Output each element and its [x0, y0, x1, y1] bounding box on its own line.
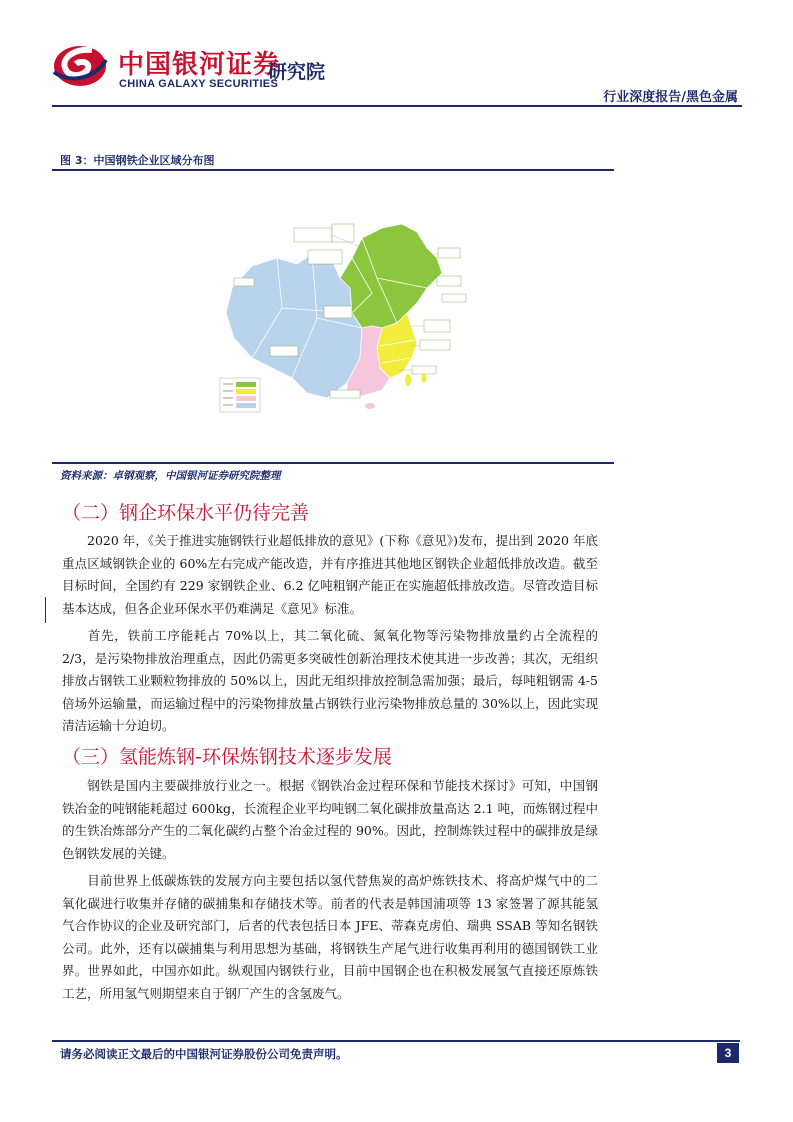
figure-top-rule [52, 169, 614, 171]
institute-label: 研究院 [268, 61, 326, 83]
section-title: （三）氢能炼钢-环保炼钢技术逐步发展 [62, 746, 392, 768]
figure-bottom-rule [52, 462, 614, 464]
paragraph: 目前世界上低碳炼铁的发展方向主要包括以氢代替焦炭的高炉炼铁技术、将高炉煤气中的二氧化碳进行收集并存储的碳捕集和存储技术等。前者的代表是韩国浦项等 13 家签署了源其能氢气合作协议的企业及研究部门，后者的代表包括日本 JFE、蒂森克虏伯、瑞典 SSAB 等知名钢铁公司。此外，还有以碳捕集与利用思想为基础，将钢铁生产尾气进行收集再利用的德国钢铁工业界。世界如此，中国亦如此。纵观国内钢铁行业，目前中国钢企也在积极发展氢气直接还原炼铁工艺，所用氢气则期望来自于钢厂产生的含氢废气。 [62, 873, 598, 1001]
paragraph: 钢铁是国内主要碳排放行业之一。根据《钢铁冶金过程环保和节能技术探讨》可知，中国钢铁冶金的吨钢能耗超过 600kg，长流程企业平均吨钢二氧化碳排放量高达 2.1 吨，而炼钢过程中的生铁冶炼部分产生的二氧化碳约占整个冶金过程的 90%。因此，控制炼铁过程中的碳排放是绿色钢铁发展的关键。 [62, 778, 598, 861]
figure-caption: 图 3：中国钢铁企业区域分布图 [60, 154, 215, 167]
footer-divider [52, 1040, 740, 1042]
footer-disclaimer: 请务必阅读正文最后的中国银河证券股份公司免责声明。 [60, 1047, 348, 1061]
brand-name-en: CHINA GALAXY SECURITIES [119, 78, 279, 90]
text-cursor [45, 597, 46, 623]
page-number: 3 [717, 1043, 739, 1063]
china-steel-region-map [212, 218, 477, 418]
brand-name-cn: 中国银河证券 [118, 50, 281, 80]
header-divider [52, 105, 742, 107]
paragraph: 首先，铁前工序能耗占 70%以上，其二氧化硫、氮氧化物等污染物排放量约占全流程的 2/3，是污染物排放治理重点，因此仍需更多突破性创新治理技术使其进一步改善；其次，无组织排放占钢铁工业颗粒物排放的 50%以上，因此无组织排放控制急需加强；最后，每吨粗钢需 4-5 倍场外运输量，而运输过程中的污染物排放量占钢铁行业污染物排放总量的 30%以上，因此实现清洁运输十分迫切。 [62, 628, 598, 733]
paragraph: 2020 年，《关于推进实施钢铁行业超低排放的意见》(下称《意见》)发布，提出到 2020 年底重点区域钢铁企业的 60%左右完成产能改造，并有序推进其他地区钢铁企业超低排放改造。截至目标时间，全国约有 229 家钢铁企业、6.2 亿吨粗钢产能正在实施超低排放改造。尽管改造目标基本达成，但各企业环保水平仍难满足《意见》标准。 [62, 533, 598, 616]
report-type: 行业深度报告/黑色金属 [603, 90, 738, 105]
galaxy-logo-icon [52, 42, 108, 90]
map-legend [220, 378, 260, 412]
section-title: （二）钢企环保水平仍待完善 [62, 502, 310, 524]
figure-source: 资料来源：卓钢观察，中国银河证券研究院整理 [60, 470, 281, 482]
